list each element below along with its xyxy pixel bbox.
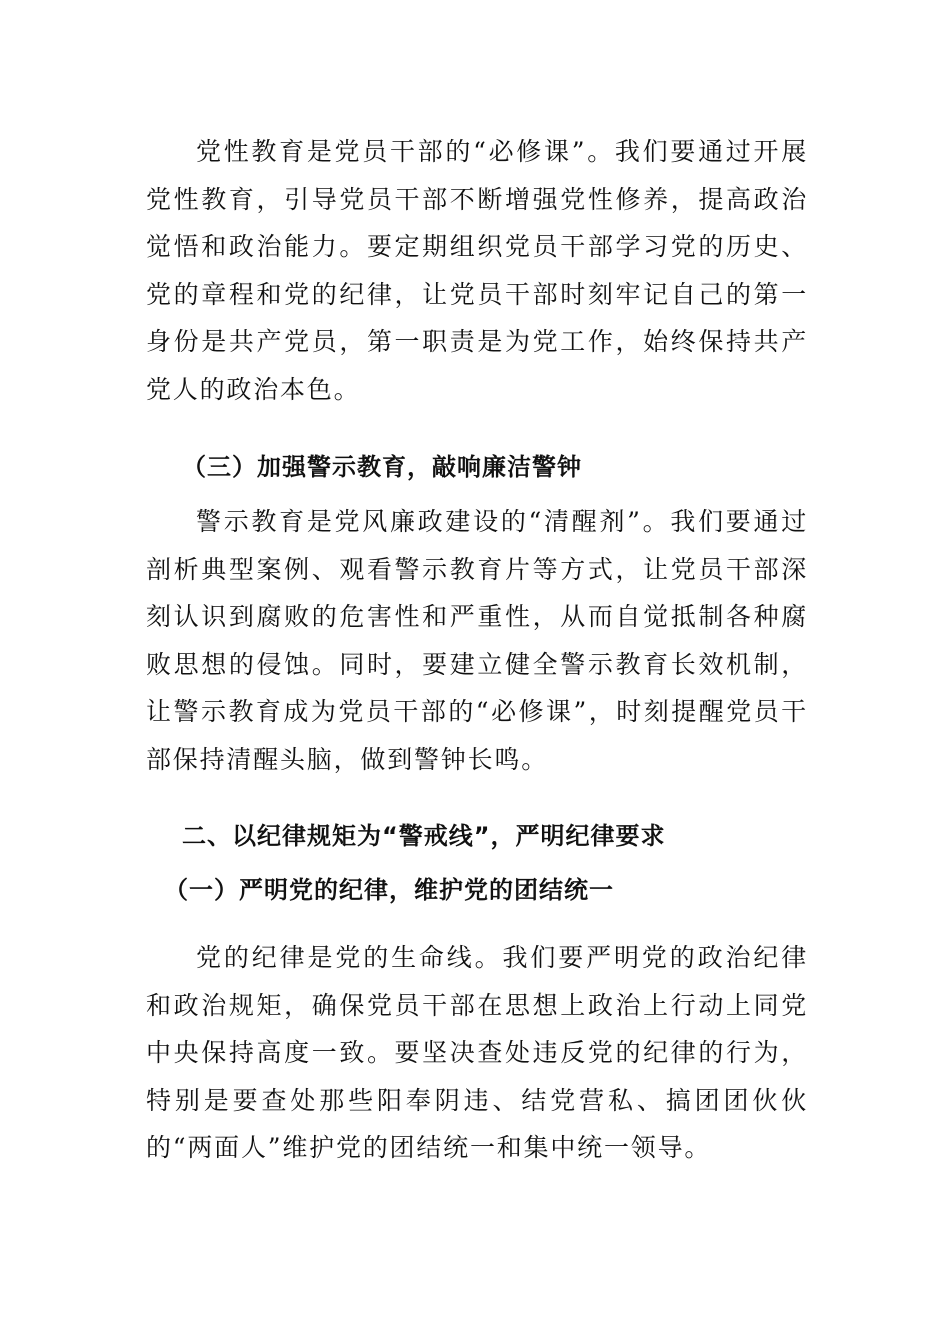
subsection-heading: （三）加强警示教育，敲响廉洁警钟 — [182, 453, 582, 481]
section-heading: 二、以纪律规矩为“警戒线”，严明纪律要求 — [182, 822, 666, 850]
body-paragraph: 警示教育是党风廉政建设的“清醒剂”。我们要通过剖析典型案例、观看警示教育片等方式，让党员干部深刻认识到腐败的危害性和严重性，从而自觉抵制各种腐败思想的侵蚀。同时，要建立健全警示教育长效机制，让警示教育成为党员干部的“必修课”，时刻提醒党员干部保持清醒头脑，做到警钟长鸣。 — [146, 507, 808, 774]
subsection-heading: （一）严明党的纪律，维护党的团结统一 — [164, 876, 614, 904]
body-paragraph: 党的纪律是党的生命线。我们要严明党的政治纪律和政治规矩，确保党员干部在思想上政治上行动上同党中央保持高度一致。要坚决查处违反党的纪律的行为，特别是要查处那些阳奉阴违、结党营私、搞团团伙伙的“两面人”维护党的团结统一和集中统一领导。 — [146, 943, 808, 1162]
body-paragraph: 党性教育是党员干部的“必修课”。我们要通过开展党性教育，引导党员干部不断增强党性修养，提高政治觉悟和政治能力。要定期组织党员干部学习党的历史、党的章程和党的纪律，让党员干部时刻牢记自己的第一身份是共产党员，第一职责是为党工作，始终保持共产党人的政治本色。 — [146, 137, 808, 404]
